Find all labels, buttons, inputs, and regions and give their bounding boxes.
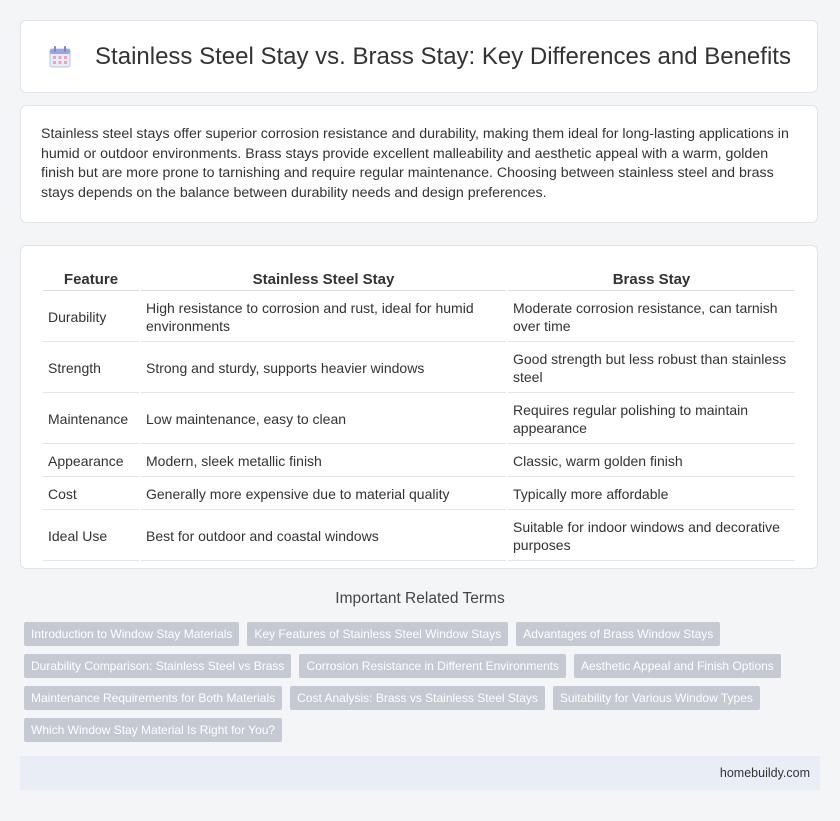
related-term-tag[interactable]: Corrosion Resistance in Different Environments xyxy=(299,654,566,678)
related-term-tag[interactable]: Which Window Stay Material Is Right for You? xyxy=(24,718,282,742)
brass-cell: Good strength but less robust than stainless steel xyxy=(508,344,795,393)
related-term-tag[interactable]: Key Features of Stainless Steel Window Stays xyxy=(247,622,508,646)
feature-cell: Strength xyxy=(43,344,139,393)
related-terms-list xyxy=(24,622,824,750)
related-terms-heading: Important Related Terms xyxy=(335,590,505,607)
stainless-cell: Best for outdoor and coastal windows xyxy=(141,512,506,561)
related-term-tag[interactable]: Durability Comparison: Stainless Steel vs Brass xyxy=(24,654,291,678)
feature-cell: Maintenance xyxy=(43,395,139,444)
column-header-feature: Feature xyxy=(43,266,139,291)
table-row xyxy=(43,512,795,561)
brass-cell: Classic, warm golden finish xyxy=(508,446,795,477)
stainless-cell: Modern, sleek metallic finish xyxy=(141,446,506,477)
feature-cell: Durability xyxy=(43,293,139,342)
page-title: Stainless Steel Stay vs. Brass Stay: Key Differences and Benefits xyxy=(95,42,791,70)
related-term-tag[interactable]: Maintenance Requirements for Both Materials xyxy=(24,686,282,710)
feature-cell: Appearance xyxy=(43,446,139,477)
column-header-brass: Brass Stay xyxy=(508,266,795,291)
table-row xyxy=(43,479,795,510)
table-row xyxy=(43,446,795,477)
comparison-table xyxy=(41,264,797,563)
comparison-table-card xyxy=(20,245,818,569)
related-term-tag[interactable]: Suitability for Various Window Types xyxy=(553,686,760,710)
brass-cell: Suitable for indoor windows and decorative purposes xyxy=(508,512,795,561)
footer-bar xyxy=(20,756,820,790)
related-term-tag[interactable]: Advantages of Brass Window Stays xyxy=(516,622,720,646)
feature-cell: Cost xyxy=(43,479,139,510)
stainless-cell: Generally more expensive due to material quality xyxy=(141,479,506,510)
stainless-cell: High resistance to corrosion and rust, ideal for humid environments xyxy=(141,293,506,342)
stainless-cell: Strong and sturdy, supports heavier windows xyxy=(141,344,506,393)
footer-site-link[interactable]: homebuildy.com xyxy=(719,766,810,780)
title-wrap xyxy=(47,43,791,71)
related-term-tag[interactable]: Introduction to Window Stay Materials xyxy=(24,622,239,646)
column-header-stainless: Stainless Steel Stay xyxy=(141,266,506,291)
calendar-icon xyxy=(47,44,73,70)
related-term-tag[interactable]: Aesthetic Appeal and Finish Options xyxy=(574,654,781,678)
brass-cell: Requires regular polishing to maintain appearance xyxy=(508,395,795,444)
stainless-cell: Low maintenance, easy to clean xyxy=(141,395,506,444)
header-card xyxy=(20,20,818,93)
brass-cell: Moderate corrosion resistance, can tarnish over time xyxy=(508,293,795,342)
table-row xyxy=(43,293,795,342)
table-header-row xyxy=(43,266,795,291)
intro-paragraph: Stainless steel stays offer superior corrosion resistance and durability, making them ideal for long-lasting applications in humid or outdoor environments. Brass stays provide excellent malleability and aesthetic appeal with a warm, golden finish but are more prone to tarnishing and require regular maintenance. Choosing between stainless steel and brass stays depends on the balance between durability needs and design preferences. xyxy=(41,126,789,201)
brass-cell: Typically more affordable xyxy=(508,479,795,510)
intro-card xyxy=(20,105,818,223)
feature-cell: Ideal Use xyxy=(43,512,139,561)
table-row xyxy=(43,344,795,393)
table-row xyxy=(43,395,795,444)
related-term-tag[interactable]: Cost Analysis: Brass vs Stainless Steel Stays xyxy=(290,686,545,710)
